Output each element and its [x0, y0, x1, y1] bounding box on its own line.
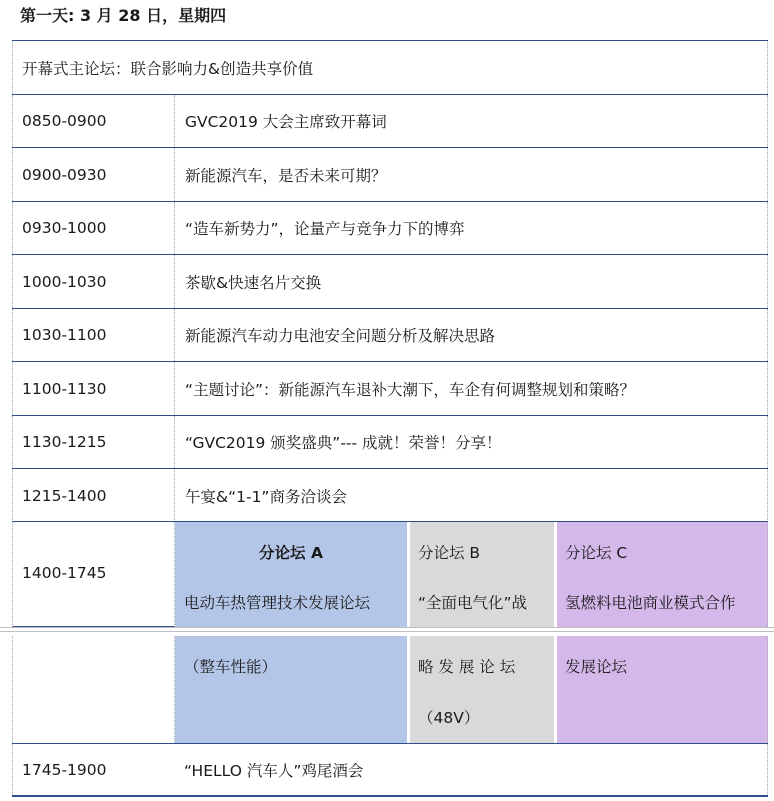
track-b-line1: “全面电气化”战: [418, 594, 528, 612]
day-title: 第一天: 3 月 28 日，星期四: [20, 6, 227, 25]
track-c-cell-continued: [557, 636, 768, 743]
track-a-line2: （整车性能）: [184, 658, 278, 676]
agenda-table: [12, 40, 768, 522]
topic-cell: 新能源汽车，是否未来可期？: [175, 148, 768, 201]
forum-title: 开幕式主论坛：联合影响力&创造共享价值: [12, 41, 768, 94]
table-row: [12, 743, 768, 797]
table-row: [12, 308, 768, 361]
table-row: [12, 147, 768, 201]
track-b-line2: 略 发 展 论 坛: [418, 658, 516, 676]
track-a-cell-continued: [175, 636, 407, 743]
topic-cell: “HELLO 汽车人”鸡尾酒会: [175, 744, 768, 795]
breakout-row: [12, 521, 768, 627]
track-b-line3: （48V）: [418, 709, 480, 727]
time-cell: 1000-1030: [12, 255, 175, 308]
time-cell: 0930-1000: [12, 202, 175, 254]
track-c-cell: [557, 522, 768, 627]
topic-cell: 茶歇&快速名片交换: [175, 255, 768, 308]
breakout-time-cell-continued: [12, 636, 175, 743]
topic-cell: “主题讨论”：新能源汽车退补大潮下，车企有何调整规划和策略？: [175, 362, 768, 415]
table-row: [12, 201, 768, 254]
track-a-title: 分论坛 A: [259, 544, 323, 562]
track-b-cell-continued: [409, 636, 555, 743]
time-cell: 1100-1130: [12, 362, 175, 415]
time-cell: 1215-1400: [12, 469, 175, 522]
topic-cell: 午宴&“1-1”商务洽谈会: [175, 469, 768, 522]
topic-cell: GVC2019 大会主席致开幕词: [175, 95, 768, 147]
time-cell: 0900-0930: [12, 148, 175, 201]
breakout-continued-row: [12, 636, 768, 743]
topic-cell: 新能源汽车动力电池安全问题分析及解决思路: [175, 309, 768, 361]
table-row: [12, 415, 768, 468]
page-break: [0, 627, 774, 633]
track-b-cell: [409, 522, 555, 627]
page-break-line: [0, 631, 774, 632]
topic-cell: “造车新势力”，论量产与竞争力下的博弈: [175, 202, 768, 254]
track-a-cell: [175, 522, 407, 627]
track-c-line2: 发展论坛: [565, 658, 628, 676]
time-cell: 1745-1900: [12, 744, 175, 795]
track-c-line1: 氢燃料电池商业模式合作: [565, 594, 736, 612]
topic-cell: “GVC2019 颁奖盛典”--- 成就！荣誉！分享！: [175, 416, 768, 468]
table-row: [12, 361, 768, 415]
table-row: [12, 94, 768, 147]
track-c-title: 分论坛 C: [565, 544, 628, 562]
time-cell: 0850-0900: [12, 95, 175, 147]
page-break-line: [0, 627, 774, 628]
track-b-title: 分论坛 B: [418, 544, 481, 562]
track-a-line1: 电动车热管理技术发展论坛: [184, 594, 371, 612]
time-cell: 1030-1100: [12, 309, 175, 361]
table-row: [12, 254, 768, 308]
table-row: [12, 468, 768, 522]
breakout-time-cell: [12, 522, 175, 627]
breakout-time: 1400-1745: [22, 564, 107, 582]
forum-title-row: [12, 40, 768, 94]
time-cell: 1130-1215: [12, 416, 175, 468]
